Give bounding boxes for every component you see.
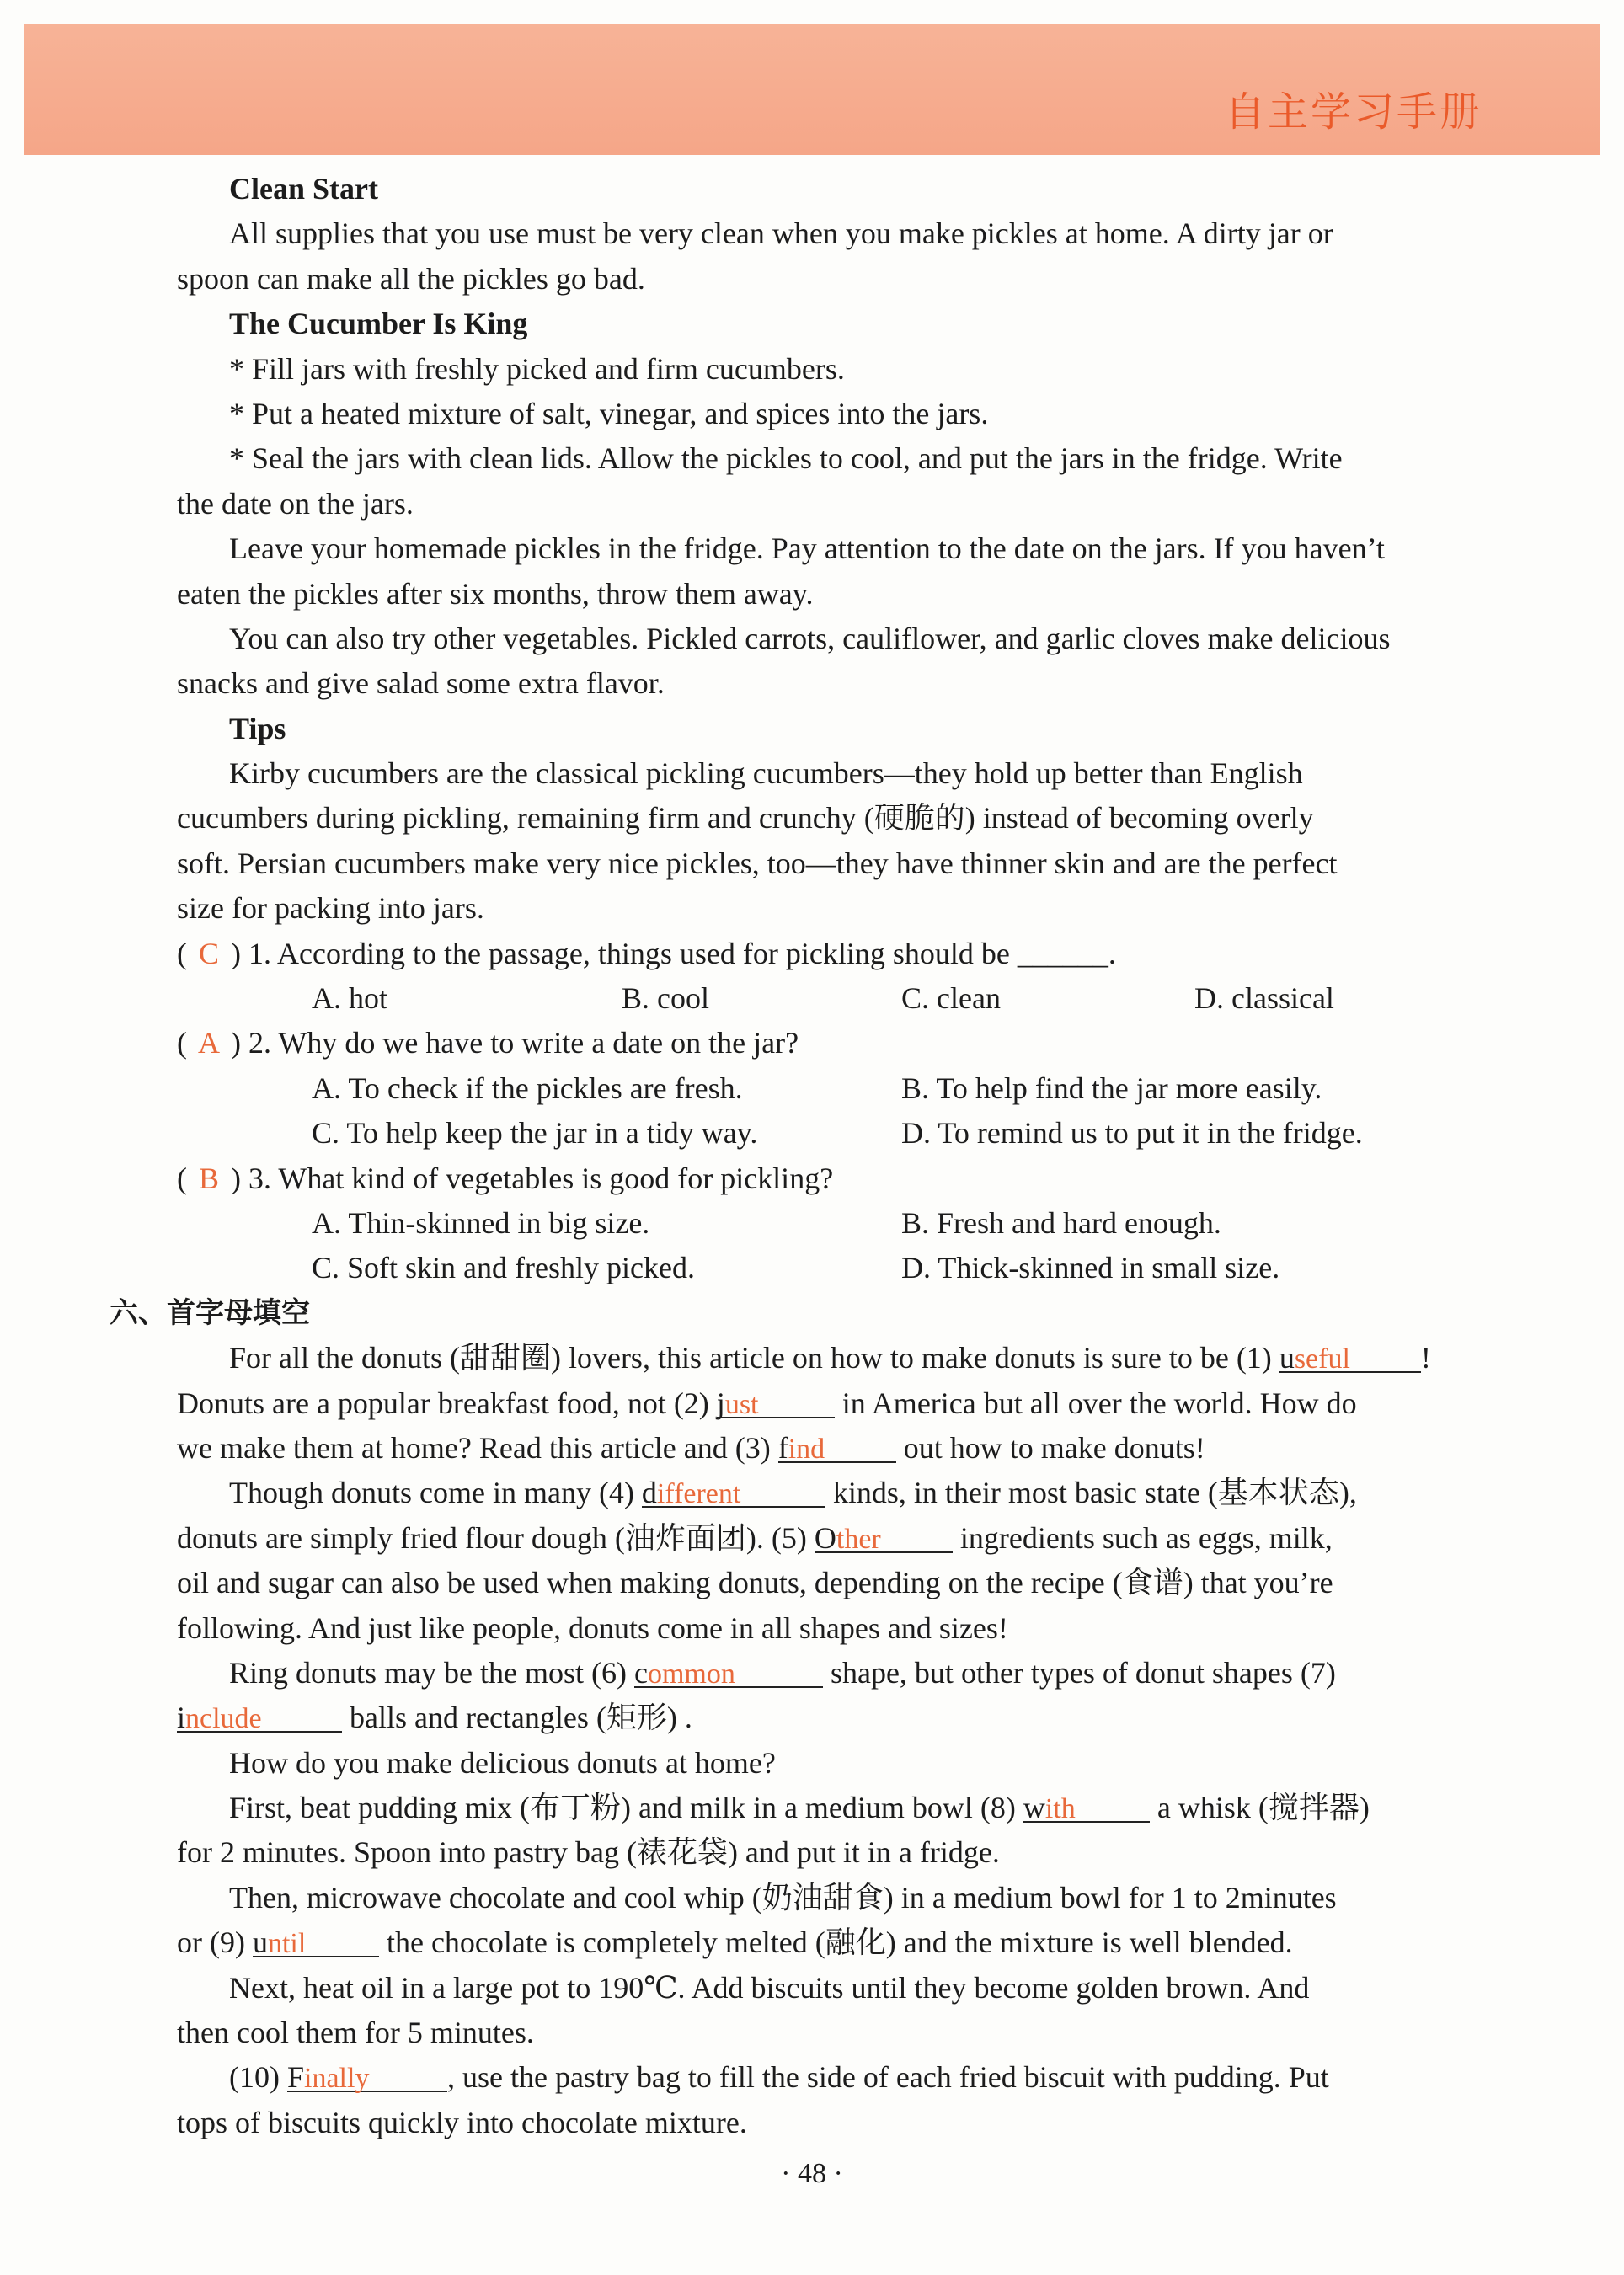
option-d: D. To remind us to put it in the fridge. bbox=[901, 1116, 1363, 1151]
paragraph-line: Next, heat oil in a large pot to 190℃. Add biscuits until they become golden brown. And bbox=[229, 1970, 1310, 2005]
paragraph-line: tops of biscuits quickly into chocolate mixture. bbox=[177, 2105, 747, 2139]
answer-mark: C bbox=[198, 936, 219, 970]
heading-cucumber-king: The Cucumber Is King bbox=[229, 307, 528, 341]
blank-1: useful bbox=[1279, 1338, 1421, 1373]
question-1-options bbox=[177, 976, 1464, 1021]
paragraph-line: Leave your homemade pickles in the fridge. Pay attention to the date on the jars. If you haven’t bbox=[229, 531, 1385, 566]
blank-3: find bbox=[778, 1428, 896, 1463]
bullet-item: * Put a heated mixture of salt, vinegar, and spices into the jars. bbox=[229, 396, 989, 430]
paragraph-line: following. And just like people, donuts come in all shapes and sizes! bbox=[177, 1610, 1008, 1645]
paragraph-line: spoon can make all the pickles go bad. bbox=[177, 261, 645, 296]
paragraph-line: soft. Persian cucumbers make very nice pickles, too—they have thinner skin and are the perfect bbox=[177, 846, 1338, 880]
paragraph-line: Donuts are a popular breakfast food, not (2) just in America but all over the world. How do bbox=[177, 1381, 1464, 1426]
paragraph-line: the date on the jars. bbox=[177, 486, 414, 521]
header-title: 自主学习手册 bbox=[1224, 88, 1482, 136]
option-d: D. Thick-skinned in small size. bbox=[901, 1251, 1280, 1285]
option-d: D. classical bbox=[1194, 981, 1334, 1016]
blank-2: just bbox=[717, 1383, 835, 1418]
paragraph-line: include balls and rectangles (矩形) . bbox=[177, 1696, 1464, 1740]
question-1: ( C ) 1. According to the passage, things used for pickling should be ______. bbox=[177, 932, 1464, 976]
answer-mark: B bbox=[198, 1161, 219, 1195]
heading-clean-start: Clean Start bbox=[229, 172, 378, 206]
question-2-options bbox=[177, 1111, 1464, 1156]
paragraph-line: All supplies that you use must be very clean when you make pickles at home. A dirty jar or bbox=[229, 216, 1333, 251]
paragraph-line: then cool them for 5 minutes. bbox=[177, 2016, 534, 2050]
option-b: B. cool bbox=[622, 981, 709, 1016]
paragraph-line: cucumbers during pickling, remaining firm and crunchy (硬脆的) instead of becoming overly bbox=[177, 801, 1314, 836]
answer-mark: A bbox=[198, 1026, 220, 1060]
option-a: A. To check if the pickles are fresh. bbox=[312, 1071, 743, 1105]
blank-10: Finally bbox=[287, 2057, 447, 2092]
page-content bbox=[110, 167, 1464, 2145]
question-2: ( A ) 2. Why do we have to write a date on the jar? bbox=[177, 1021, 1464, 1065]
blank-8: with bbox=[1023, 1787, 1150, 1823]
paragraph-line: (10) Finally , use the pastry bag to fill the side of each fried biscuit with pudding. Put bbox=[177, 2055, 1464, 2100]
option-c: C. To help keep the jar in a tidy way. bbox=[312, 1116, 758, 1151]
paragraph-line: Though donuts come in many (4) different kinds, in their most basic state (基本状态), bbox=[177, 1471, 1464, 1515]
paragraph-line: For all the donuts (甜甜圈) lovers, this article on how to make donuts is sure to be (1) useful ! bbox=[177, 1336, 1464, 1380]
option-a: A. Thin-skinned in big size. bbox=[312, 1205, 650, 1240]
paragraph-line: Kirby cucumbers are the classical pickling cucumbers—they hold up better than English bbox=[229, 756, 1303, 791]
paragraph-line: oil and sugar can also be used when making donuts, depending on the recipe (食谱) that you’re bbox=[177, 1566, 1333, 1600]
blank-5: Other bbox=[815, 1518, 953, 1553]
paragraph-line: Then, microwave chocolate and cool whip (奶油甜食) in a medium bowl for 1 to 2minutes bbox=[229, 1880, 1337, 1915]
page-number: · 48 · bbox=[781, 2158, 843, 2189]
option-a: A. hot bbox=[312, 981, 387, 1016]
paragraph-line: First, beat pudding mix (布丁粉) and milk in a medium bowl (8) with a whisk (搅拌器) bbox=[177, 1786, 1464, 1830]
blank-4: different bbox=[642, 1472, 825, 1508]
bullet-item: * Seal the jars with clean lids. Allow the pickles to cool, and put the jars in the fridge. Write bbox=[229, 441, 1343, 476]
section-title: 六、首字母填空 bbox=[110, 1295, 310, 1330]
heading-tips: Tips bbox=[229, 711, 286, 745]
option-b: B. To help find the jar more easily. bbox=[901, 1071, 1322, 1105]
paragraph-line: snacks and give salad some extra flavor. bbox=[177, 666, 665, 701]
question-3-options bbox=[177, 1246, 1464, 1290]
paragraph-line: eaten the pickles after six months, throw them away. bbox=[177, 576, 814, 611]
paragraph-line: donuts are simply fried flour dough (油炸面团). (5) Other ingredients such as eggs, milk, bbox=[177, 1516, 1464, 1561]
blank-6: common bbox=[634, 1653, 823, 1688]
paragraph-line: Ring donuts may be the most (6) common shape, but other types of donut shapes (7) bbox=[177, 1651, 1464, 1696]
option-c: C. clean bbox=[901, 981, 1001, 1016]
option-c: C. Soft skin and freshly picked. bbox=[312, 1251, 695, 1285]
blank-7: include bbox=[177, 1697, 342, 1733]
option-b: B. Fresh and hard enough. bbox=[901, 1205, 1221, 1240]
question-2-options bbox=[177, 1066, 1464, 1111]
blank-9: until bbox=[253, 1922, 379, 1957]
question-3-options bbox=[177, 1201, 1464, 1246]
paragraph-line: How do you make delicious donuts at home? bbox=[229, 1745, 776, 1780]
paragraph-line: for 2 minutes. Spoon into pastry bag (裱花袋) and put it in a fridge. bbox=[177, 1835, 1000, 1870]
paragraph-line: or (9) until the chocolate is completely melted (融化) and the mixture is well blended. bbox=[177, 1920, 1464, 1965]
bullet-item: * Fill jars with freshly picked and firm cucumbers. bbox=[229, 351, 845, 386]
paragraph-line: we make them at home? Read this article and (3) find out how to make donuts! bbox=[177, 1426, 1464, 1471]
paragraph-line: You can also try other vegetables. Pickled carrots, cauliflower, and garlic cloves make delicious bbox=[229, 621, 1391, 655]
question-3: ( B ) 3. What kind of vegetables is good for pickling? bbox=[177, 1156, 1464, 1201]
paragraph-line: size for packing into jars. bbox=[177, 891, 484, 926]
